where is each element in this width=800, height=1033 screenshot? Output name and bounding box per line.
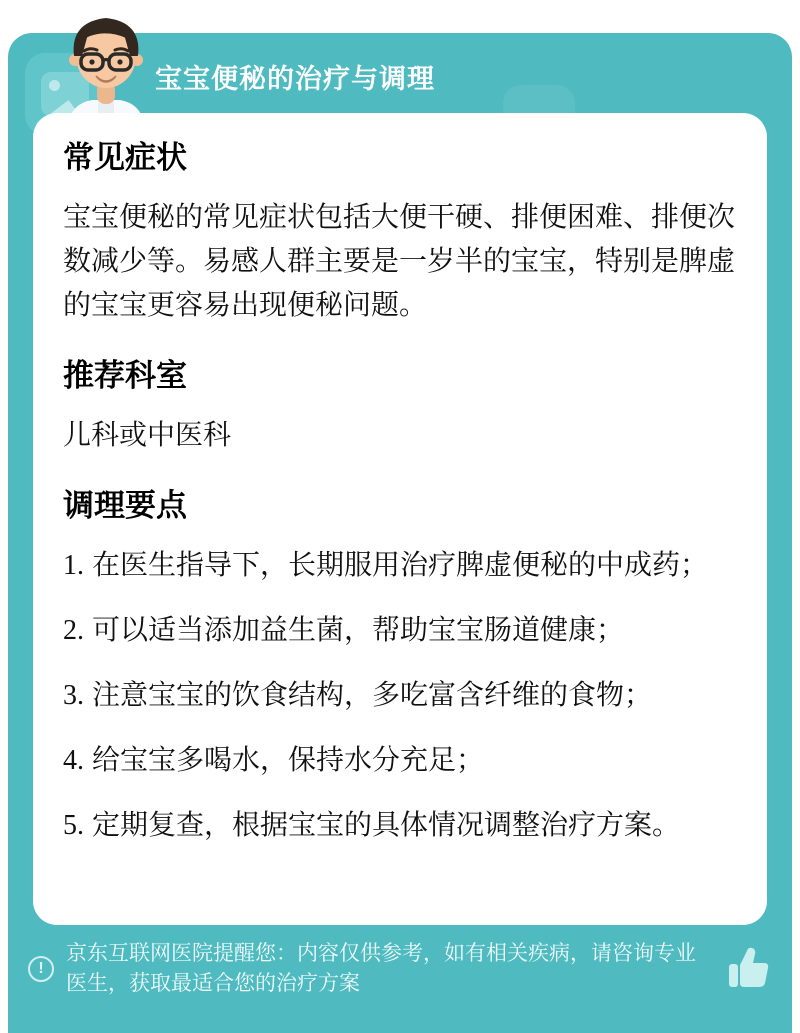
symptoms-text: 宝宝便秘的常见症状包括大便干硬、排便困难、排便次数减少等。易感人群主要是一岁半的宝宝，特别是脾虚的宝宝更容易出现便秘问题。 (63, 201, 736, 320)
list-number: 1. (63, 550, 84, 581)
list-number: 3. (63, 680, 84, 711)
department-text: 儿科或中医科 (63, 419, 232, 450)
list-item (63, 803, 737, 848)
answer-content-card (33, 113, 767, 925)
list-text: 可以适当添加益生菌，帮助宝宝肠道健康； (92, 614, 625, 645)
list-item (63, 738, 737, 783)
list-text: 在医生指导下，长期服用治疗脾虚便秘的中成药； (92, 549, 709, 580)
list-text: 定期复查，根据宝宝的具体情况调整治疗方案。 (92, 809, 681, 840)
section-heading-care-points: 调理要点 (63, 488, 187, 523)
disclaimer-text: 京东互联网医院提醒您：内容仅供参考，如有相关疾病，请咨询专业医生，获取最适合您的治疗方案 (66, 942, 696, 995)
list-item (63, 673, 737, 718)
list-item (63, 543, 737, 588)
list-text: 注意宝宝的饮食结构，多吃富含纤维的食物； (92, 679, 653, 710)
page-title: 宝宝便秘的治疗与调理 (155, 64, 435, 94)
list-text: 给宝宝多喝水，保持水分充足； (92, 744, 485, 775)
disclaimer-footer (28, 939, 776, 999)
section-heading-department: 推荐科室 (63, 358, 187, 393)
list-item (63, 608, 737, 653)
list-number: 2. (63, 615, 84, 646)
info-icon: ! (28, 956, 54, 982)
section-heading-symptoms: 常见症状 (63, 140, 187, 175)
consultation-card (8, 33, 792, 1033)
list-number: 4. (63, 745, 84, 776)
list-number: 5. (63, 810, 84, 841)
thumbs-up-icon[interactable] (726, 945, 770, 993)
